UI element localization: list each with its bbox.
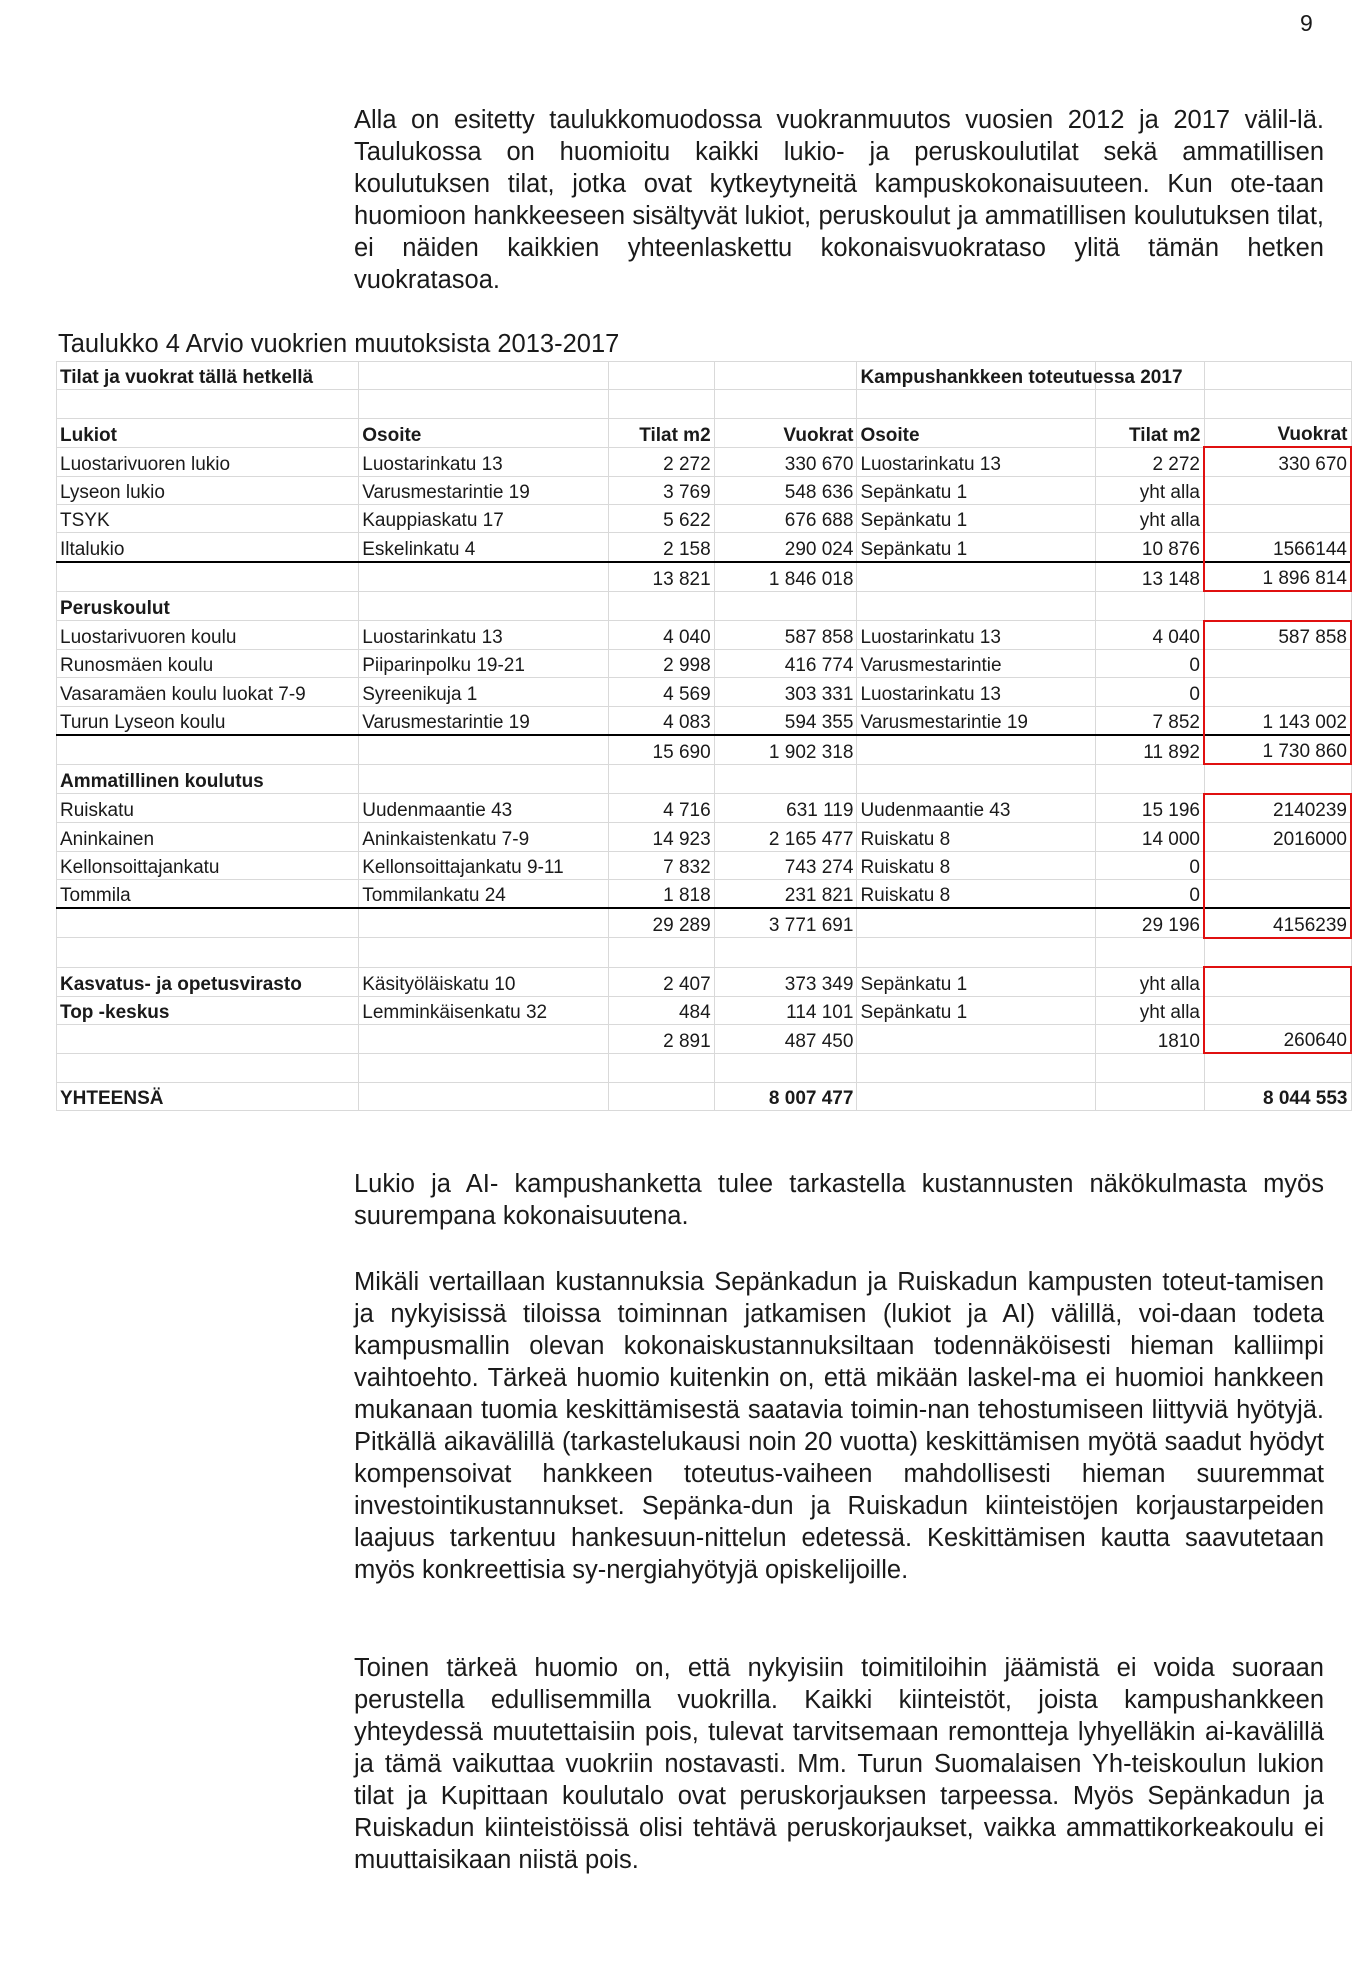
- table-cell: Osoite: [857, 418, 1096, 447]
- table-row: [57, 851, 1352, 879]
- table-cell: [57, 1024, 359, 1053]
- intro-paragraph: Alla on esitetty taulukkomuodossa vuokranmuutos vuosien 2012 ja 2017 välil-lä. Taulukossa on huomioitu kaikki lukio- ja peruskoulutilat sekä ammatillisen koulutuksen tilat, jotka ovat kytkeytyneitä kampuskokonaisuuteen. Kun ote-taan huomioon hankkeeseen sisältyvät lukiot, peruskoulut ja ammatillisen koulutuksen tilat, ei näiden kaikkien yhteenlaskettu kokonaisvuokrataso ylitä tämän hetken vuokratasoa.: [354, 106, 1324, 294]
- table-cell: [359, 390, 609, 418]
- table-cell: [359, 1053, 609, 1082]
- table-cell: Luostarivuoren koulu: [57, 621, 359, 650]
- table-cell: 114 101: [714, 996, 857, 1024]
- table-cell: Tommila: [57, 880, 359, 909]
- table-cell: 15 690: [609, 735, 714, 764]
- table-cell: [857, 938, 1096, 967]
- table-cell: Tilat ja vuokrat tällä hetkellä: [57, 362, 359, 390]
- table-cell: [359, 938, 609, 967]
- table-cell: Sepänkatu 1: [857, 504, 1096, 532]
- campus-paragraph: Lukio ja AI- kampushanketta tulee tarkastella kustannusten näkökulmasta myös suurempana kokonaisuutena.: [354, 1170, 1324, 1230]
- table-cell: [359, 362, 609, 390]
- table-cell: Top -keskus: [57, 996, 359, 1024]
- table-row: [57, 591, 1352, 620]
- table-row: [57, 562, 1352, 591]
- table-cell: 2 891: [609, 1024, 714, 1053]
- table-row: [57, 1053, 1352, 1082]
- table-cell: 3 769: [609, 476, 714, 504]
- table-cell: 260640: [1204, 1024, 1351, 1053]
- table-cell: Vasaramäen koulu luokat 7-9: [57, 678, 359, 706]
- table-cell: [57, 562, 359, 591]
- table-cell: [857, 591, 1096, 620]
- table-cell: [1204, 649, 1351, 677]
- table-cell: 2 407: [609, 967, 714, 996]
- table-cell: [714, 764, 857, 793]
- table-cell: 743 274: [714, 851, 857, 879]
- table-cell: [1204, 851, 1351, 879]
- table-cell: [609, 938, 714, 967]
- table-row: [57, 362, 1352, 390]
- table-cell: 14 000: [1096, 823, 1204, 851]
- table-cell: [609, 764, 714, 793]
- table-cell: 4 040: [1096, 621, 1204, 650]
- table-cell: [1204, 938, 1351, 967]
- table-cell: 15 196: [1096, 794, 1204, 823]
- table-cell: Lukiot: [57, 418, 359, 447]
- table-cell: Iltalukio: [57, 533, 359, 562]
- table-cell: 29 289: [609, 908, 714, 937]
- table-cell: 4 083: [609, 706, 714, 735]
- table-cell: [57, 735, 359, 764]
- rent-table-body: [57, 362, 1352, 1111]
- table-cell: 14 923: [609, 823, 714, 851]
- table-cell: 10 876: [1096, 533, 1204, 562]
- table-row: [57, 390, 1352, 418]
- table-row: [57, 533, 1352, 562]
- table-cell: Kellonsoittajankatu: [57, 851, 359, 879]
- table-cell: Tilat m2: [609, 418, 714, 447]
- table-cell: 631 119: [714, 794, 857, 823]
- table-cell: 8 044 553: [1204, 1082, 1351, 1110]
- table-cell: Käsityöläiskatu 10: [359, 967, 609, 996]
- table-cell: 1 902 318: [714, 735, 857, 764]
- table-cell: [359, 591, 609, 620]
- table-cell: 11 892: [1096, 735, 1204, 764]
- table-cell: Varusmestarintie 19: [857, 706, 1096, 735]
- table-row: [57, 447, 1352, 476]
- table-cell: 548 636: [714, 476, 857, 504]
- table-cell: [857, 562, 1096, 591]
- table-row: [57, 764, 1352, 793]
- table-caption: Taulukko 4 Arvio vuokrien muutoksista 2013-2017: [58, 330, 620, 358]
- table-cell: [1204, 880, 1351, 909]
- table-row: [57, 938, 1352, 967]
- table-cell: [359, 735, 609, 764]
- table-cell: [359, 562, 609, 591]
- table-row: [57, 794, 1352, 823]
- table-row: [57, 1024, 1352, 1053]
- table-cell: 0: [1096, 851, 1204, 879]
- table-cell: 0: [1096, 880, 1204, 909]
- table-cell: [609, 591, 714, 620]
- page-number: 9: [1300, 10, 1313, 36]
- table-row: [57, 908, 1352, 937]
- table-row: [57, 823, 1352, 851]
- table-cell: [857, 1053, 1096, 1082]
- table-row: [57, 735, 1352, 764]
- table-cell: yht alla: [1096, 476, 1204, 504]
- table-cell: TSYK: [57, 504, 359, 532]
- table-cell: [57, 1053, 359, 1082]
- table-cell: [714, 938, 857, 967]
- table-cell: 13 821: [609, 562, 714, 591]
- table-row: [57, 1082, 1352, 1110]
- table-cell: 1 818: [609, 880, 714, 909]
- table-cell: 8 007 477: [714, 1082, 857, 1110]
- table-row: [57, 967, 1352, 996]
- table-cell: [857, 1082, 1096, 1110]
- table-cell: 29 196: [1096, 908, 1204, 937]
- table-cell: [1204, 996, 1351, 1024]
- table-cell: 2140239: [1204, 794, 1351, 823]
- table-cell: [359, 908, 609, 937]
- table-row: [57, 476, 1352, 504]
- table-cell: 2 272: [1096, 447, 1204, 476]
- table-cell: [1204, 967, 1351, 996]
- table-cell: 1 143 002: [1204, 706, 1351, 735]
- table-cell: Ruiskatu 8: [857, 880, 1096, 909]
- table-cell: Turun Lyseon koulu: [57, 706, 359, 735]
- table-cell: 416 774: [714, 649, 857, 677]
- table-cell: Runosmäen koulu: [57, 649, 359, 677]
- table-cell: [1204, 504, 1351, 532]
- table-cell: Luostarinkatu 13: [857, 678, 1096, 706]
- table-cell: 7 852: [1096, 706, 1204, 735]
- table-cell: 303 331: [714, 678, 857, 706]
- table-cell: Kauppiaskatu 17: [359, 504, 609, 532]
- table-cell: yht alla: [1096, 967, 1204, 996]
- table-cell: 587 858: [1204, 621, 1351, 650]
- table-cell: Lemminkäisenkatu 32: [359, 996, 609, 1024]
- table-cell: [57, 390, 359, 418]
- table-cell: Luostarinkatu 13: [857, 447, 1096, 476]
- table-cell: Sepänkatu 1: [857, 967, 1096, 996]
- table-cell: Lyseon lukio: [57, 476, 359, 504]
- table-cell: [857, 390, 1096, 418]
- table-cell: [857, 764, 1096, 793]
- table-cell: [1204, 591, 1351, 620]
- table-cell: [857, 735, 1096, 764]
- table-cell: yht alla: [1096, 504, 1204, 532]
- table-cell: 330 670: [1204, 447, 1351, 476]
- table-cell: Luostarinkatu 13: [359, 447, 609, 476]
- table-cell: 373 349: [714, 967, 857, 996]
- table-cell: [1204, 678, 1351, 706]
- table-cell: 7 832: [609, 851, 714, 879]
- table-cell: [1204, 362, 1351, 390]
- table-cell: Vuokrat: [1204, 418, 1351, 447]
- renovation-paragraph: Toinen tärkeä huomio on, että nykyisiin toimitiloihin jäämistä ei voida suoraan perustella edullisemmilla vuokrilla. Kaikki kiinteistöt, joista kampushankkeen yhteydessä muutettaisiin pois, tulevat tarvitsemaan remontteja lyhyelläkin ai-kavälillä ja tämä vaikuttaa vuokriin nostavasti. Mm. Turun Suomalaisen Yh-teiskoulun lukion tilat ja Kupittaan koulutalo ovat peruskorjauksen tarpeessa. Myös Sepänkadun ja Ruiskadun kiinteistöissä olisi tehtävä peruskorjaukset, vaikka ammattikorkeakoulu ei muuttaisikaan niistä pois.: [354, 1654, 1324, 1874]
- table-cell: [714, 1053, 857, 1082]
- table-cell: [714, 362, 857, 390]
- table-cell: [609, 1082, 714, 1110]
- table-cell: [1204, 476, 1351, 504]
- table-cell: 594 355: [714, 706, 857, 735]
- table-cell: Vuokrat: [714, 418, 857, 447]
- table-cell: 4 716: [609, 794, 714, 823]
- table-cell: [857, 1024, 1096, 1053]
- table-cell: [359, 1024, 609, 1053]
- table-cell: 2016000: [1204, 823, 1351, 851]
- table-cell: 13 148: [1096, 562, 1204, 591]
- table-cell: 5 622: [609, 504, 714, 532]
- table-cell: Ruiskatu 8: [857, 823, 1096, 851]
- table-cell: Peruskoulut: [57, 591, 359, 620]
- table-row: [57, 706, 1352, 735]
- table-cell: Ruiskatu: [57, 794, 359, 823]
- table-cell: Luostarinkatu 13: [359, 621, 609, 650]
- rent-table: [56, 361, 1352, 1111]
- table-cell: [714, 390, 857, 418]
- table-cell: 1 846 018: [714, 562, 857, 591]
- table-cell: Sepänkatu 1: [857, 476, 1096, 504]
- table-cell: [609, 1053, 714, 1082]
- table-cell: 330 670: [714, 447, 857, 476]
- table-cell: Uudenmaantie 43: [857, 794, 1096, 823]
- table-cell: [609, 390, 714, 418]
- table-cell: Luostarivuoren lukio: [57, 447, 359, 476]
- table-row: [57, 996, 1352, 1024]
- table-cell: 2 998: [609, 649, 714, 677]
- table-cell: yht alla: [1096, 996, 1204, 1024]
- table-cell: 4 569: [609, 678, 714, 706]
- table-cell: YHTEENSÄ: [57, 1082, 359, 1110]
- table-cell: Syreenikuja 1: [359, 678, 609, 706]
- table-cell: Sepänkatu 1: [857, 996, 1096, 1024]
- table-cell: [1204, 764, 1351, 793]
- table-cell: 487 450: [714, 1024, 857, 1053]
- table-row: [57, 621, 1352, 650]
- table-row: [57, 418, 1352, 447]
- table-cell: [57, 938, 359, 967]
- table-cell: [714, 591, 857, 620]
- table-cell: 587 858: [714, 621, 857, 650]
- table-cell: Aninkainen: [57, 823, 359, 851]
- table-cell: Varusmestarintie: [857, 649, 1096, 677]
- table-cell: [1096, 390, 1204, 418]
- table-cell: [857, 908, 1096, 937]
- table-cell: [1204, 390, 1351, 418]
- table-cell: 3 771 691: [714, 908, 857, 937]
- table-cell: 1 896 814: [1204, 562, 1351, 591]
- table-cell: Tilat m2: [1096, 418, 1204, 447]
- table-cell: 290 024: [714, 533, 857, 562]
- table-cell: 0: [1096, 678, 1204, 706]
- table-cell: [359, 1082, 609, 1110]
- table-cell: Varusmestarintie 19: [359, 476, 609, 504]
- table-row: [57, 649, 1352, 677]
- table-cell: [359, 764, 609, 793]
- table-cell: 2 158: [609, 533, 714, 562]
- table-cell: Kasvatus- ja opetusvirasto: [57, 967, 359, 996]
- table-cell: 4156239: [1204, 908, 1351, 937]
- table-cell: [609, 362, 714, 390]
- table-cell: Sepänkatu 1: [857, 533, 1096, 562]
- table-cell: [1204, 1053, 1351, 1082]
- table-cell: 2 165 477: [714, 823, 857, 851]
- table-row: [57, 678, 1352, 706]
- table-cell: Luostarinkatu 13: [857, 621, 1096, 650]
- table-cell: 676 688: [714, 504, 857, 532]
- table-cell: Osoite: [359, 418, 609, 447]
- table-cell: 1810: [1096, 1024, 1204, 1053]
- table-cell: 2 272: [609, 447, 714, 476]
- table-cell: 1566144: [1204, 533, 1351, 562]
- table-cell: 0: [1096, 649, 1204, 677]
- table-cell: [1096, 764, 1204, 793]
- table-cell: Piiparinpolku 19-21: [359, 649, 609, 677]
- table-cell: Ammatillinen koulutus: [57, 764, 359, 793]
- cost-comparison-paragraph: Mikäli vertaillaan kustannuksia Sepänkadun ja Ruiskadun kampusten toteut-tamisen ja nykyisissä tiloissa toiminnan jatkamisen (lukiot ja AI) välillä, voi-daan todeta kampusmallin olevan kokonaiskustannuksiltaan todennäköisesti hieman kalliimpi vaihtoehto. Tärkeä huomio kuitenkin on, että mikään laskel-ma ei huomioi hankkeen mukanaan tuomia keskittämisestä saatavia toimin-nan tehostumiseen liittyviä hyötyjä. Pitkällä aikavälillä (tarkastelukausi noin 20 vuotta) keskittämisen myötä saadut hyödyt kompensoivat hankkeen toteutus-vaiheen mahdollisesti hieman suuremmat investointikustannukset. Sepänka-dun ja Ruiskadun kiinteistöjen korjaustarpeiden laajuus tarkentuu hankesuun-nittelun edetessä. Keskittämisen kautta saavutetaan myös konkreettisia sy-nergiahyötyjä opiskelijoille.: [354, 1268, 1324, 1584]
- table-cell: 231 821: [714, 880, 857, 909]
- table-cell: [1096, 938, 1204, 967]
- table-cell: [57, 908, 359, 937]
- table-cell: Aninkaistenkatu 7-9: [359, 823, 609, 851]
- table-cell: [1096, 591, 1204, 620]
- table-row: [57, 504, 1352, 532]
- table-cell: Kampushankkeen toteutuessa 2017: [857, 362, 1096, 390]
- table-cell: 484: [609, 996, 714, 1024]
- table-cell: Varusmestarintie 19: [359, 706, 609, 735]
- table-cell: Ruiskatu 8: [857, 851, 1096, 879]
- table-cell: Kellonsoittajankatu 9-11: [359, 851, 609, 879]
- table-row: [57, 880, 1352, 909]
- table-cell: 4 040: [609, 621, 714, 650]
- table-cell: [1096, 1082, 1204, 1110]
- table-cell: [1096, 1053, 1204, 1082]
- table-cell: Uudenmaantie 43: [359, 794, 609, 823]
- table-cell: Tommilankatu 24: [359, 880, 609, 909]
- table-cell: 1 730 860: [1204, 735, 1351, 764]
- table-cell: Eskelinkatu 4: [359, 533, 609, 562]
